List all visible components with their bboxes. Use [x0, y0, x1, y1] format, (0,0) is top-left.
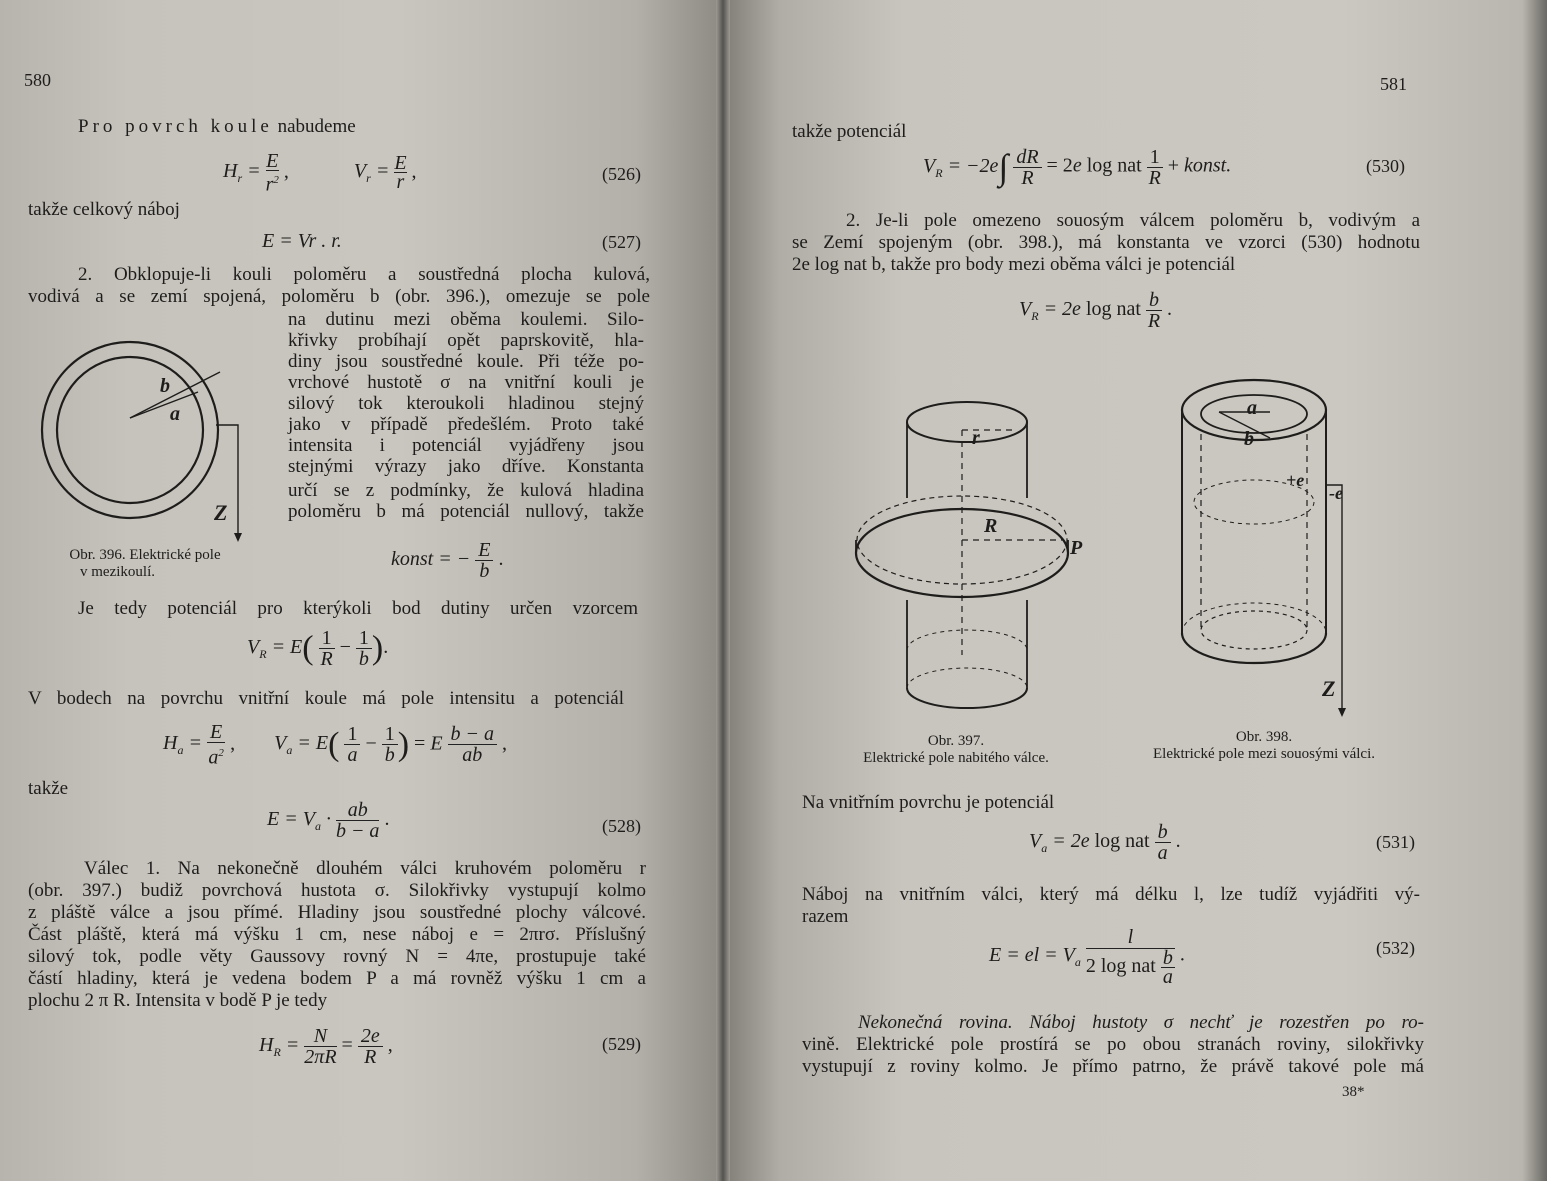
- label-a: a: [1247, 397, 1257, 419]
- label-b: b: [160, 375, 170, 397]
- equation-527: E = Vr . r.: [262, 230, 342, 252]
- caption-397: [818, 733, 1094, 767]
- left-page: [0, 0, 722, 1181]
- rovina-line-2: vystupují z roviny kolmo. Je přímo patrno, že právě takové pole má: [802, 1056, 1424, 1077]
- outer-sphere: [42, 342, 218, 518]
- eq-number-531: (531): [1376, 832, 1415, 852]
- label-minus-e: -e: [1329, 483, 1343, 503]
- intro-line: [78, 116, 356, 137]
- label-R: R: [984, 515, 998, 537]
- rovina-line-0: Nekonečná rovina. Náboj hustoty σ nechť je rozestřen po ro-: [858, 1012, 1424, 1033]
- cylinder-top: [907, 402, 1027, 442]
- equation-531: $V_a = 2e$ log nat $\frac{b}{a}$ .: [1029, 821, 1181, 864]
- line-takze: takže: [28, 778, 69, 799]
- line-takze-potencial: takže potenciál: [792, 121, 907, 142]
- book-gutter: [716, 0, 730, 1181]
- outer-bottom-hidden: [1182, 603, 1326, 633]
- naboj-line1: Náboj na vnitřním válci, který má délku l, lze tudíž vyjádřiti vý-: [802, 884, 1420, 905]
- para2-col-0: na dutinu mezi oběma koulemi. Silo-: [288, 309, 644, 330]
- cylinder-bottom: [907, 688, 1027, 708]
- p2-line-1: se Zemí spojeným (obr. 398.), má konstanta ve vzorci (530) hodnotu: [792, 232, 1420, 253]
- equation-526: $H_r$ = $\frac{E}{r^2}$ , $V_r$ = $\frac{E}{r}$ ,: [223, 150, 417, 196]
- figure-398: [1174, 350, 1364, 720]
- valec-line-5: částí hladiny, která je vedena bodem P a má rovněž výšku 1 cm a: [28, 968, 646, 989]
- caption-397-line1: Obr. 397.: [927, 733, 985, 749]
- equation-528: $E = V_a$ · $\frac{ab}{b - a}$ .: [267, 799, 390, 842]
- label-z: Z: [214, 500, 228, 525]
- eq-number-526: (526): [602, 164, 641, 184]
- line-celkovy-naboj: takže celkový náboj: [28, 199, 180, 220]
- label-plus-e: +e: [1286, 470, 1305, 490]
- valec-line-0: Válec 1. Na nekonečně dlouhém válci kruhovém poloměru r: [84, 858, 646, 879]
- para2-col-2: diny jsou soustředné koule. Při téže po-: [288, 351, 644, 372]
- inner-sphere: [57, 357, 203, 503]
- ground-arrow-icon: [1338, 708, 1346, 717]
- page-number: 581: [1380, 74, 1407, 94]
- label-z: Z: [1322, 676, 1336, 701]
- p2-line-0: 2. Je-li pole omezeno souosým válcem poloměru b, vodivým a: [846, 210, 1420, 231]
- eq-number-527: (527): [602, 232, 641, 252]
- line-na-vnitrnim: Na vnitřním povrchu je potenciál: [802, 792, 1055, 813]
- para2-col-9: poloměru b má potenciál nullový, takže: [288, 501, 644, 522]
- inner-bottom-hidden: [1201, 611, 1307, 649]
- right-page: [722, 0, 1547, 1181]
- eq-number-529: (529): [602, 1034, 641, 1054]
- valec-line-2: z pláště válce a jsou přímé. Hladiny jsou soustředné plochy válcové.: [28, 902, 646, 923]
- cylinder-section-hidden: [907, 630, 1027, 650]
- caption-396-line1: Obr. 396. Elektrické pole: [69, 547, 221, 563]
- para2-line2: vodivá a se zemí spojená, poloměru b (obr. 396.), omezuje se pole: [28, 286, 650, 307]
- rovina-line-1: vině. Elektrické pole prostírá se po obou stranách roviny, silokřivky: [802, 1034, 1424, 1055]
- para2-col-7: stejnými výrazy jako dříve. Konstanta: [288, 456, 644, 477]
- label-b: b: [1244, 428, 1254, 450]
- caption-398-line1: Obr. 398.: [1235, 729, 1293, 745]
- equation-530: $V_R = -2e\int$ $\frac{dR}{R}$ = 2e log nat $\frac{1}{R}$ + konst.: [923, 145, 1232, 189]
- naboj-line2: razem: [802, 906, 849, 927]
- para2-col-4: silový tok kteroukoli hladinou stejný: [288, 393, 644, 414]
- eq-number-528: (528): [602, 816, 641, 836]
- line-je-tedy: Je tedy potenciál pro kterýkoli bod dutiny určen vzorcem: [78, 598, 638, 619]
- para2-line1: 2. Obklopuje-li kouli poloměru a soustředná plocha kulová,: [78, 264, 650, 285]
- ground-arrow-icon: [234, 533, 242, 542]
- para2-col-6: intensita i potenciál vyjádřeny jsou: [288, 435, 644, 456]
- equation-529: $H_R$ = $\frac{N}{2\pi R}$ = $\frac{2e}{R}$ ,: [259, 1025, 393, 1068]
- para2-col-5: jako v případě předešlém. Proto také: [288, 414, 644, 435]
- page-number: 580: [24, 70, 51, 90]
- cylinder-bottom-hidden: [907, 668, 1027, 688]
- outer-cylinder-bottom: [1182, 633, 1326, 663]
- p2-line-2: 2e log nat b, takže pro body mezi oběma válci je potenciál: [792, 254, 1236, 275]
- equation-vr: $V_R = E$( $\frac{1}{R}$ − $\frac{1}{b}$ ).: [247, 627, 389, 670]
- eq-number-532: (532): [1376, 938, 1415, 958]
- valec-line-6: plochu 2 π R. Intensita v bodě P je tedy: [28, 990, 328, 1011]
- valec-line-4: silový tok, podle věty Gaussovy rovný N = 4πe, prostupuje také: [28, 946, 646, 967]
- equation-532: E = el = $V_a$ l 2 log nat $\frac{b}{a}$ .: [989, 926, 1185, 988]
- caption-396: [30, 547, 260, 581]
- para2-col-3: vrchové hustotě σ na vnitřní kouli je: [288, 372, 644, 393]
- para2-col-1: křivky probíhají opět paprskovitě, hla-: [288, 330, 644, 351]
- caption-398-line2: Elektrické pole mezi souosými válci.: [1152, 746, 1376, 762]
- signature-mark: 38*: [1342, 1084, 1365, 1100]
- figure-397: [852, 390, 1102, 720]
- intro-spaced: Pro povrch koule: [78, 116, 273, 137]
- eq-number-530: (530): [1366, 156, 1405, 176]
- intro-rest: nabudeme: [277, 116, 356, 137]
- label-a: a: [170, 403, 180, 425]
- line-v-bodech: V bodech na povrchu vnitřní koule má pole intensitu a potenciál: [28, 688, 624, 709]
- equation-konst: konst = − $\frac{E}{b}$ .: [391, 539, 504, 582]
- para2-col-8: určí se z podmínky, že kulová hladina: [288, 480, 644, 501]
- figure-396: [28, 330, 258, 550]
- caption-396-line2: v mezikoulí.: [80, 564, 155, 580]
- caption-398: [1114, 729, 1414, 763]
- label-r: r: [972, 427, 980, 449]
- valec-line-1: (obr. 397.) budiž povrchová hustota σ. Silokřivky vystupují kolmo: [28, 880, 646, 901]
- valec-line-3: Část pláště, která má výšku 1 cm, nese náboj e = 2πrσ. Příslušný: [28, 924, 646, 945]
- equation-vr2: $V_R = 2e$ log nat $\frac{b}{R}$ .: [1019, 289, 1172, 332]
- equation-ha-va: $H_a$ = $\frac{E}{a^2}$ , $V_a = E$( $\frac{1}{a}$ − $\frac{1}{b}$ ) = E $\frac{b - a}{ab}$ ,: [163, 721, 508, 769]
- caption-397-line2: Elektrické pole nabitého válce.: [863, 750, 1049, 766]
- label-P: P: [1070, 537, 1083, 559]
